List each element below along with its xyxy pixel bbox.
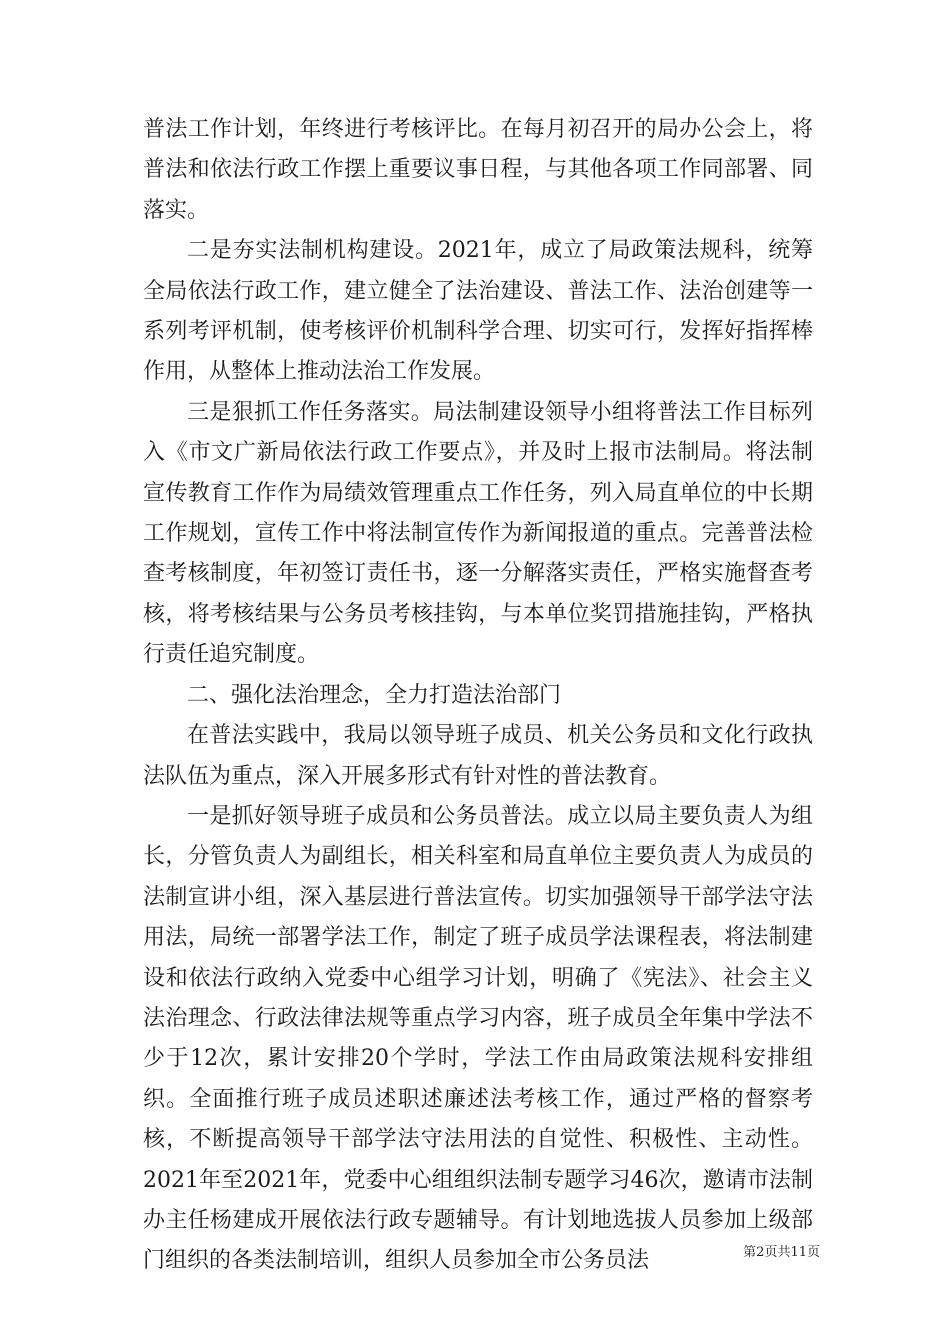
paragraph-task-implementation: 三是狠抓工作任务落实。局法制建设领导小组将普法工作目标列入《市文广新局依法行政工作要点》，并及时上报市法制局。将法制宣传教育工作作为局绩效管理重点工作任务，列入局直单位的中长期工作规划，宣传工作中将法制宣传作为新闻报道的重点。完善普法检查考核制度，年初签订责任书，逐一分解落实责任，严格实施督查考核，将考核结果与公务员考核挂钩，与本单位奖罚措施挂钩，严格执行责任追究制度。: [143, 399, 813, 668]
paragraph-continuation: 普法工作计划，年终进行考核评比。在每月初召开的局办公会上，将普法和依法行政工作摆上重要议事日程，与其他各项工作同部署、同落实。: [143, 117, 813, 223]
paragraph-practice-intro: 在普法实践中，我局以领导班子成员、机关公务员和文化行政执法队伍为重点，深入开展多形式有针对性的普法教育。: [143, 723, 813, 789]
document-body: [143, 110, 813, 1282]
paragraph-leadership-education: 一是抓好领导班子成员和公务员普法。成立以局主要负责人为组长，分管负责人为副组长，相关科室和局直单位主要负责人为成员的法制宣讲小组，深入基层进行普法宣传。切实加强领导干部学法守法用法，局统一部署学法工作，制定了班子成员学法课程表，将法制建设和依法行政纳入党委中心组学习计划，明确了《宪法》、社会主义法治理念、行政法律法规等重点学习内容，班子成员全年集中学法不少于12次，累计安排20个学时，学法工作由局政策法规科安排组织。全面推行班子成员述职述廉述法考核工作，通过严格的督察考核，不断提高领导干部学法守法用法的自觉性、积极性、主动性。2021年至2021年，党委中心组组织法制专题学习46次，邀请市法制办主任杨建成开展依法行政专题辅导。有计划地选拔人员参加上级部门组织的各类法制培训，组织人员参加全市公务员法: [143, 803, 813, 1274]
page-number-footer: 第2页共11页: [743, 1245, 820, 1260]
section-heading-rule-of-law: 二、强化法治理念，全力打造法治部门: [187, 682, 562, 708]
paragraph-legal-institution: 二是夯实法制机构建设。2021年，成立了局政策法规科，统筹全局依法行政工作，建立健全了法治建设、普法工作、法治创建等一系列考评机制，使考核评价机制科学合理、切实可行，发挥好指挥棒作用，从整体上推动法治工作发展。: [143, 238, 813, 385]
